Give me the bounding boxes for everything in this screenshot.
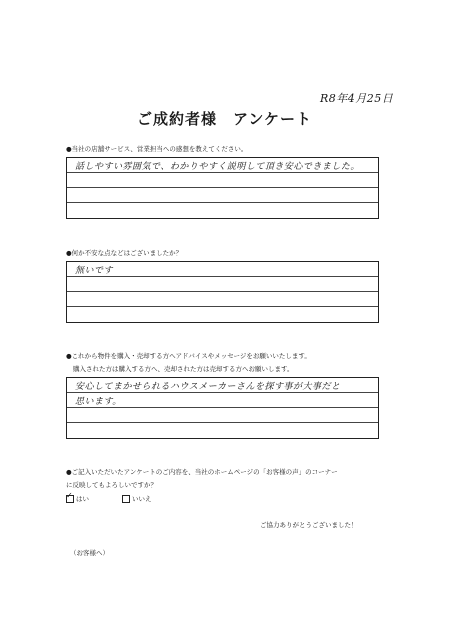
checkbox-yes[interactable] — [66, 495, 74, 503]
thanks-text: ご協力ありがとうございました！ — [260, 521, 358, 529]
survey-date: R8年4月25日 — [320, 92, 394, 105]
answer-line — [67, 292, 378, 307]
answer-line — [67, 158, 378, 173]
option-yes-label: はい — [76, 495, 89, 503]
question-3: ●これから物件を購入・売却する方へアドバイスやメッセージをお願いいたします。 — [66, 352, 311, 360]
question-4: ●ご記入いただいたアンケートのご内容を、当社のホームページの「お客様の声」のコーナー — [66, 468, 338, 476]
question-3-sub: 購入された方は購入する方へ、売却された方は売却する方へお願いします。 — [73, 365, 294, 373]
answer-box-3 — [66, 377, 379, 439]
question-1: ●当社の店舗サービス、営業担当への感想を教えてください。 — [66, 145, 248, 153]
question-2: ●何か不安な点などはございましたか？ — [66, 249, 183, 257]
answer-line — [67, 188, 378, 203]
recipient-label: （お客様へ） — [70, 549, 109, 557]
answer-line — [67, 423, 378, 438]
answer-line — [67, 262, 378, 277]
answer-line — [67, 173, 378, 188]
answer-line — [67, 307, 378, 322]
answer-box-2 — [66, 261, 379, 323]
checkbox-no[interactable] — [122, 495, 130, 503]
answer-line — [67, 203, 378, 218]
option-no[interactable] — [122, 495, 152, 504]
handwritten-answer: 無いです — [75, 266, 114, 276]
answer-line — [67, 378, 378, 393]
option-yes[interactable] — [66, 495, 89, 504]
question-4-cont: に反映してもよろしいですか？ — [66, 481, 157, 489]
handwritten-answer: 話しやすい雰囲気で、わかりやすく説明して頂き安心できました。 — [75, 162, 360, 172]
answer-line — [67, 408, 378, 423]
option-no-label: いいえ — [132, 495, 152, 503]
handwritten-answer: 安心してまかせられるハウスメーカーさんを探す事が大事だと — [75, 382, 341, 392]
answer-line: 思います。 — [67, 393, 378, 408]
page-title: ご成約者様 アンケート — [136, 110, 313, 128]
answer-box-1 — [66, 157, 379, 219]
answer-line — [67, 277, 378, 292]
